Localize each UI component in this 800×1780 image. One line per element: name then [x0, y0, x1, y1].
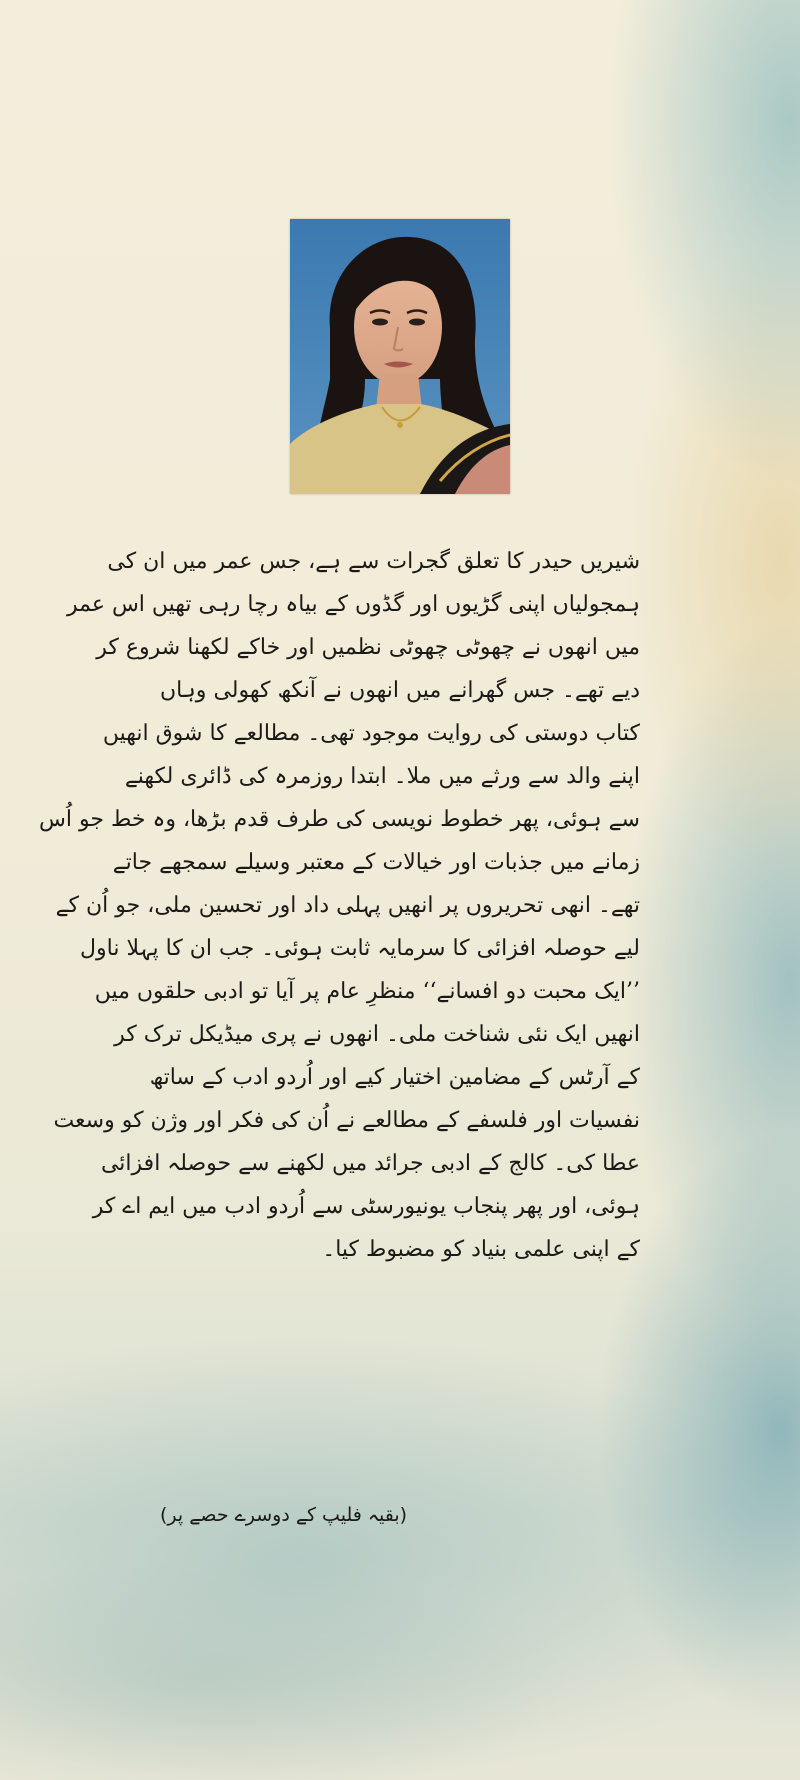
bio-line: کتاب دوستی کی روایت موجود تھی۔ مطالعے کا شوق انھیں [102, 721, 640, 746]
bio-line: دیے تھے۔ جس گھرانے میں انھوں نے آنکھ کھولی وہاں [160, 678, 640, 703]
bio-line: عطا کی۔ کالج کے ادبی جرائد میں لکھنے سے حوصلہ افزائی [100, 1151, 640, 1176]
bio-line: لیے حوصلہ افزائی کا سرمایہ ثابت ہوئی۔ جب ان کا پہلا ناول [80, 936, 640, 961]
bio-line: کے اپنی علمی بنیاد کو مضبوط کیا۔ [322, 1237, 640, 1262]
bio-line: ہوئی، اور پھر پنجاب یونیورسٹی سے اُردو ادب میں ایم اے کر [92, 1194, 640, 1219]
bio-line: ’’ایک محبت دو افسانے‘‘ منظرِ عام پر آیا تو ادبی حلقوں میں [94, 979, 640, 1004]
bio-line: کے آرٹس کے مضامین اختیار کیے اور اُردو ادب کے ساتھ [149, 1065, 640, 1090]
bio-line: میں انھوں نے چھوٹی چھوٹی نظمیں اور خاکے لکھنا شروع کر [96, 635, 640, 660]
bio-line: نفسیات اور فلسفے کے مطالعے نے اُن کی فکر اور وژن کو وسعت [53, 1108, 640, 1133]
bio-line: سے ہوئی، پھر خطوط نویسی کی طرف قدم بڑھا، وہ خط جو اُس [39, 807, 640, 832]
continued-note: (بقیہ فلیپ کے دوسرے حصے پر) [160, 1504, 408, 1526]
bio-line: ہمجولیاں اپنی گڑیوں اور گڈوں کے بیاہ رچا رہی تھیں اس عمر [66, 592, 640, 617]
bio-line: زمانے میں جذبات اور خیالات کے معتبر وسیلے سمجھے جاتے [112, 850, 640, 875]
author-bio-paragraph [39, 540, 640, 1271]
bio-line: شیریں حیدر کا تعلق گجرات سے ہے، جس عمر میں ان کی [107, 549, 640, 574]
bio-line: انھیں ایک نئی شناخت ملی۔ انھوں نے پری میڈیکل ترک کر [114, 1022, 640, 1047]
bio-line: اپنے والد سے ورثے میں ملا۔ ابتدا روزمرہ کی ڈائری لکھنے [124, 764, 640, 789]
author-portrait [290, 219, 510, 494]
bio-line: تھے۔ انھی تحریروں پر انھیں پہلی داد اور تحسین ملی، جو اُن کے [55, 893, 640, 918]
